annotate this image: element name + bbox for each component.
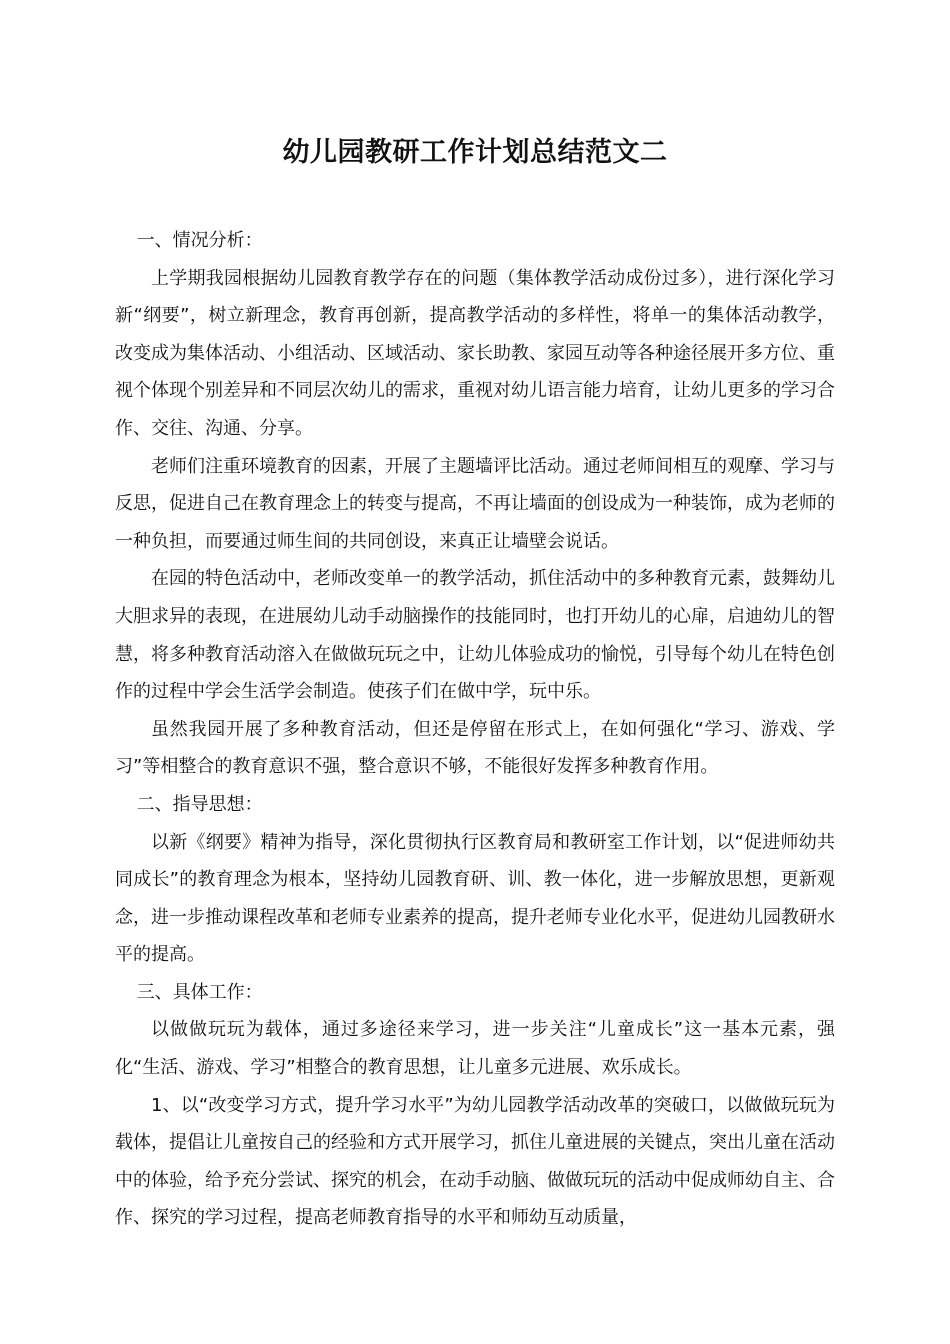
paragraph: 老师们注重环境教育的因素，开展了主题墙评比活动。通过老师间相互的观摩、学习与反思，促进自己在教育理念上的转变与提高，不再让墙面的创设成为一种装饰，成为老师的一种负担，而要通过师生间的共同创设，来真正让墙壁会说话。 bbox=[115, 455, 835, 552]
document-body bbox=[115, 222, 835, 1237]
paragraph: 以新《纲要》精神为指导，深化贯彻执行区教育局和教研室工作计划，以“促进师幼共同成长”的教育理念为根本，坚持幼儿园教育研、训、教一体化，进一步解放思想，更新观念，进一步推动课程改革和老师专业素养的提高，提升老师专业化水平，促进幼儿园教研水平的提高。 bbox=[115, 831, 835, 966]
paragraph: 在园的特色活动中，老师改变单一的教学活动，抓住活动中的多种教育元素，鼓舞幼儿大胆求异的表现，在进展幼儿动手动脑操作的技能同时，也打开幼儿的心扉，启迪幼儿的智慧，将多种教育活动溶入在做做玩玩之中，让幼儿体验成功的愉悦，引导每个幼儿在特色创作的过程中学会生活学会制造。使孩子们在做中学，玩中乐。 bbox=[115, 568, 835, 703]
paragraph: 以做做玩玩为载体，通过多途径来学习，进一步关注“儿童成长”这一基本元素，强化“生活、游戏、学习”相整合的教育思想，让儿童多元进展、欢乐成长。 bbox=[115, 1019, 835, 1079]
paragraph: 1、以“改变学习方式，提升学习水平”为幼儿园教学活动改革的突破口，以做做玩玩为载体，提倡让儿童按自己的经验和方式开展学习，抓住儿童进展的关键点，突出儿童在活动中的体验，给予充分尝试、探究的机会，在动手动脑、做做玩玩的活动中促成师幼自主、合作、探究的学习过程，提高老师教育指导的水平和师幼互动质量， bbox=[115, 1094, 835, 1229]
paragraph: 上学期我园根据幼儿园教育教学存在的问题（集体教学活动成份过多），进行深化学习新“纲要”，树立新理念，教育再创新，提高教学活动的多样性，将单一的集体活动教学，改变成为集体活动、小组活动、区域活动、家长助教、家园互动等各种途径展开多方位、重视个体现个别差异和不同层次幼儿的需求，重视对幼儿语言能力培育，让幼儿更多的学习合作、交往、沟通、分享。 bbox=[115, 267, 835, 439]
section-heading-guiding-ideology: 二、指导思想： bbox=[136, 793, 263, 815]
document-title: 幼儿园教研工作计划总结范文二 bbox=[282, 137, 668, 168]
section-heading-specific-work: 三、具体工作： bbox=[136, 981, 263, 1003]
paragraph: 虽然我园开展了多种教育活动，但还是停留在形式上，在如何强化“学习、游戏、学习”等相整合的教育意识不强，整合意识不够，不能很好发挥多种教育作用。 bbox=[115, 718, 835, 778]
section-heading-situation: 一、情况分析： bbox=[136, 230, 263, 251]
